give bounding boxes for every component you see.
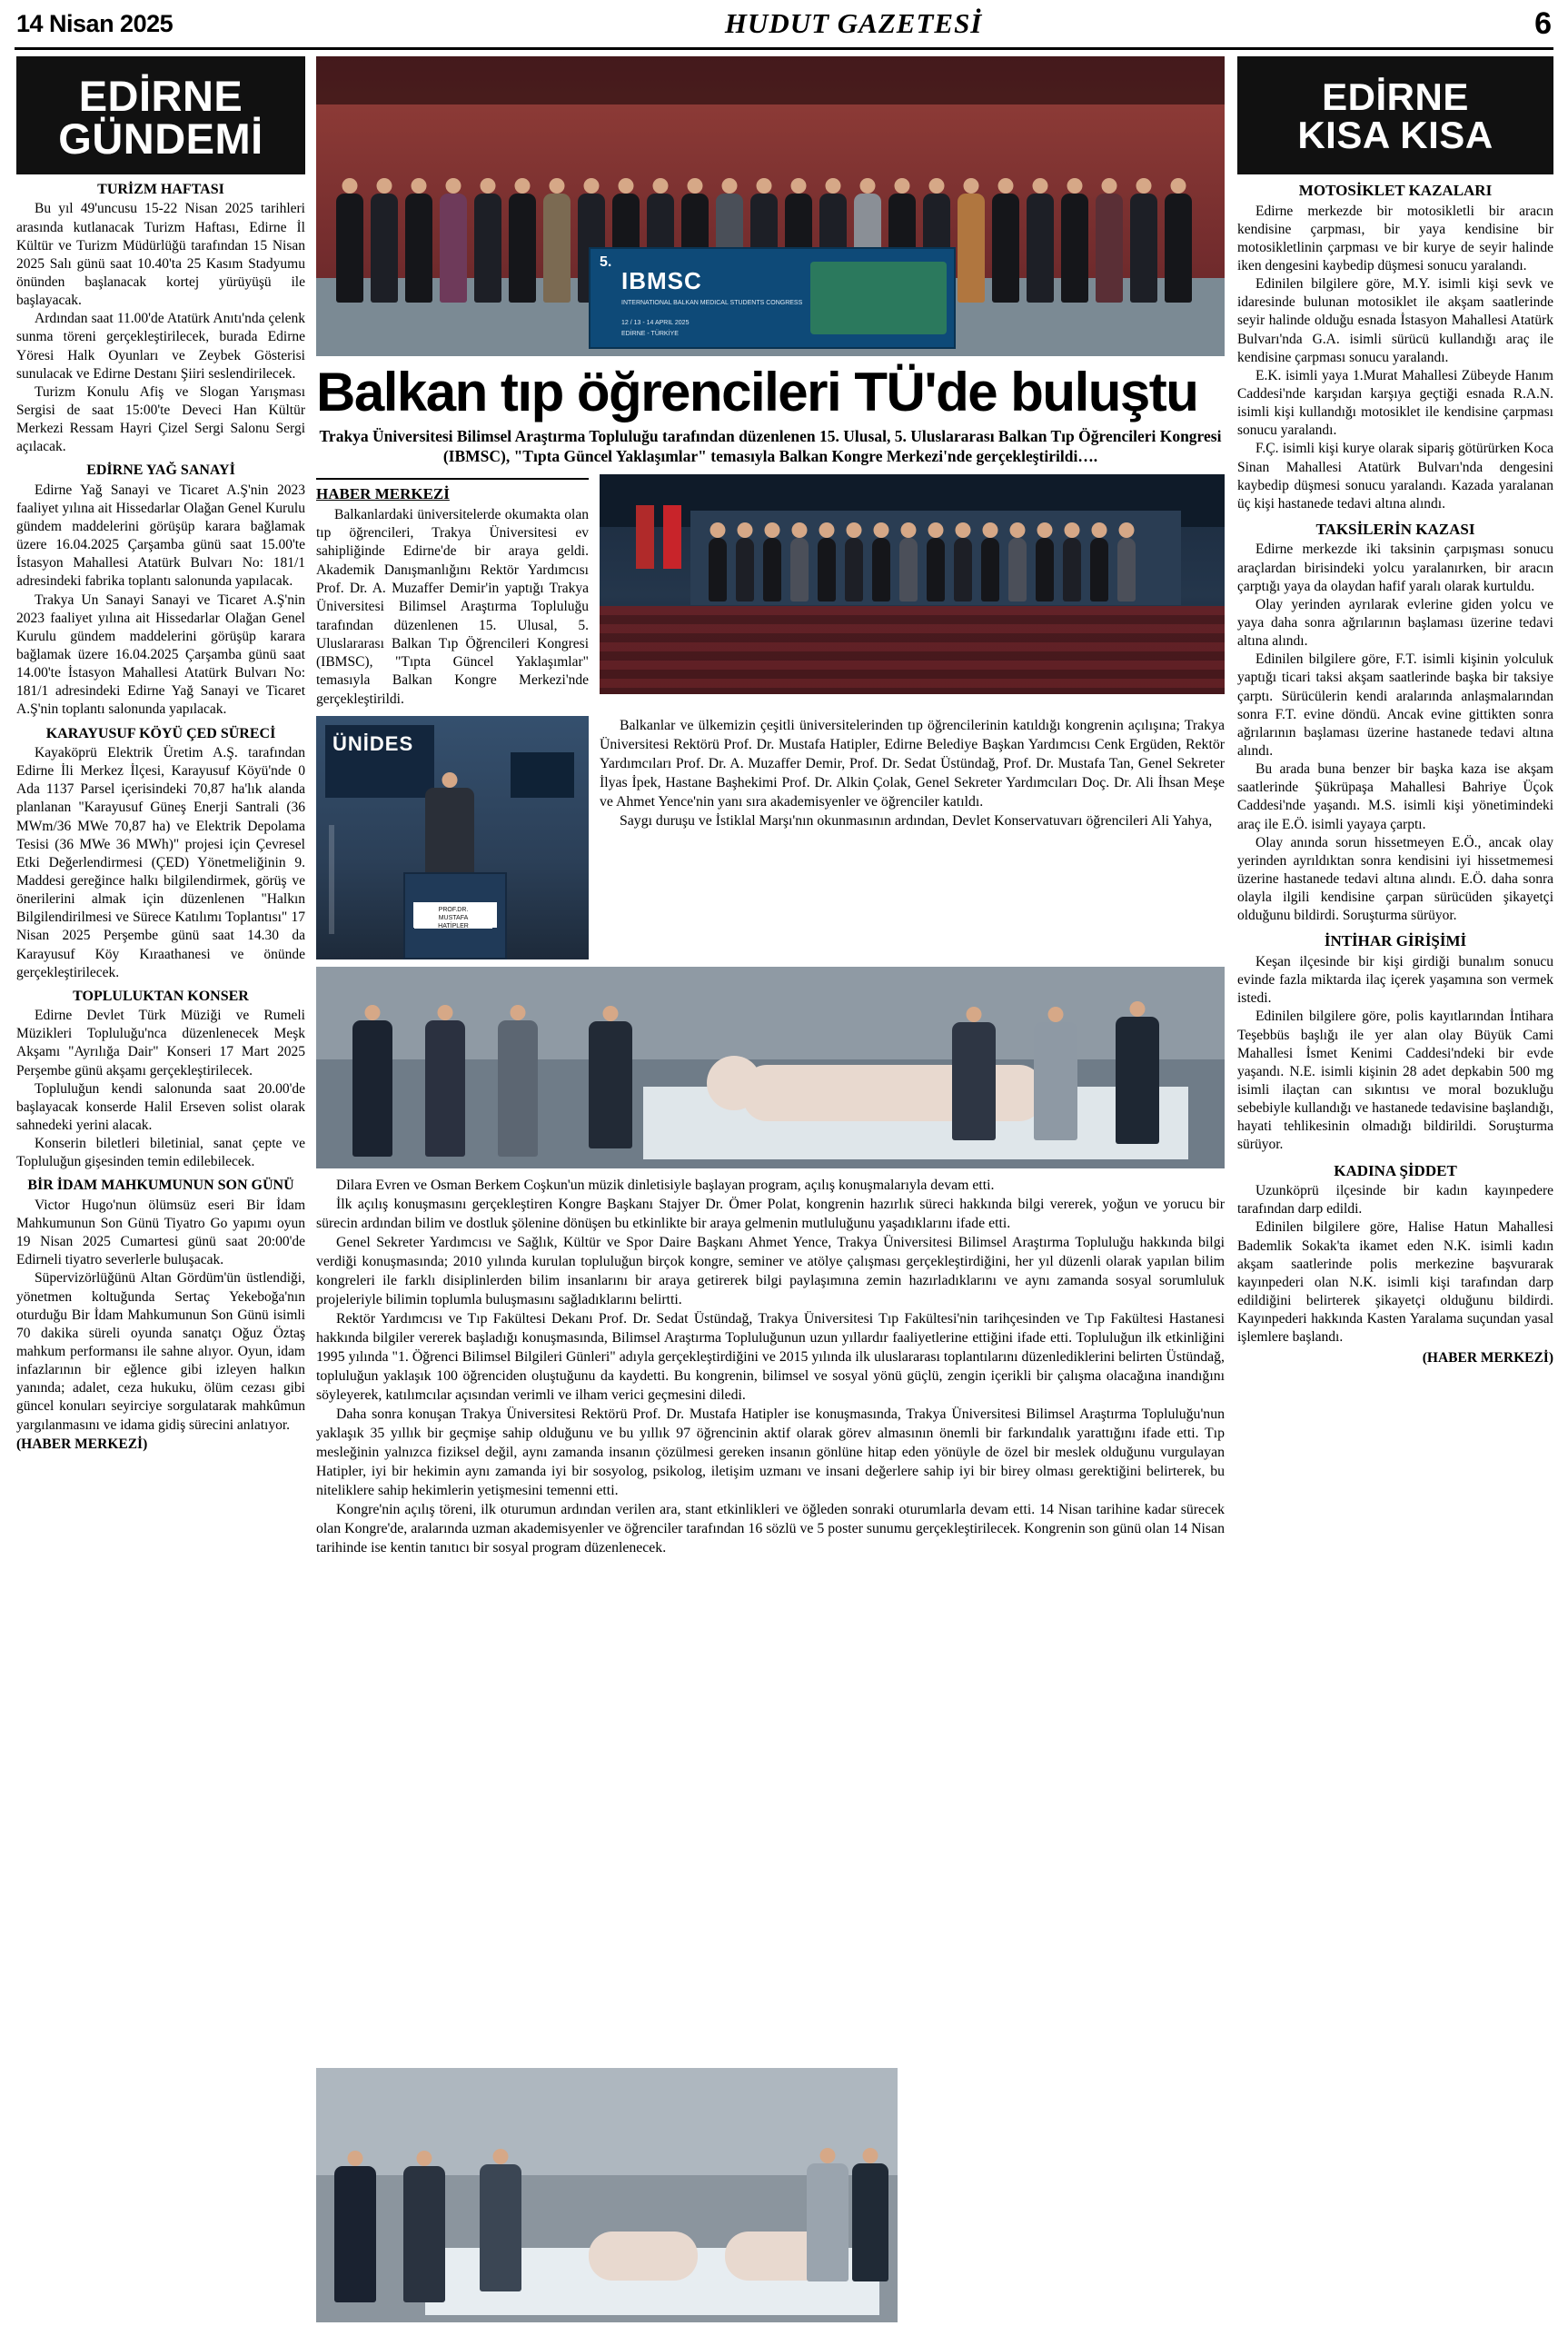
newspaper-title: HUDUT GAZETESİ <box>724 7 983 39</box>
paragraph: Bu arada buna benzer bir başka kaza ise akşam saatlerinde Şükrüpaşa Mahallesi Bahriye Üçok Caddesi'nde yaşandı. M.S. isimli kişi yönetimindeki araç ile E.Ö. isimli yayaya çarptı. <box>1237 761 1553 832</box>
right-column-header <box>1237 56 1553 174</box>
article-intro <box>316 506 589 709</box>
right-section-body <box>1237 1182 1553 1347</box>
secondary-photo-speaker: ÜNİDES PROF.DR. MUSTAFA HATİPLER <box>316 716 589 959</box>
byline-divider <box>316 478 589 480</box>
paragraph: Süpervizörlüğünü Altan Gördüm'ün üstlendiği, yönetmen koltuğunda Sertaç Yekeboğa'nın oturduğu Bir İdam Mahkumunun Son Günü isimli 70 dakika süreli oyunda sanatçı Oğuz Öztaş mahkum performansı ile sahne alıyor. Oyun, idam infazlarının bir eğlence gibi izleyen halkın yanında; adalet, ceza hukuku, ölüm cezası gibi güncel konuları seyirciye sorgulatarak mahkûmun yargılanmasını ve idama gidiş sürecini anlatıyor. <box>16 1270 305 1433</box>
paragraph: Saygı duruşu ve İstiklal Marşı'nın okunmasının ardından, Devlet Konservatuvarı öğrencileri Ali Yahya, <box>620 813 1213 830</box>
paragraph: E.K. isimli yaya 1.Murat Mahallesi Zübeyde Hanım Caddesi'nde karşıdan karşıya geçtiği esnada R.A.N. isimli kişi kullandığı motosiklet ile kendisine çarpması sonucu yaralandı. <box>1237 367 1553 439</box>
paragraph: Balkanlar ve ülkemizin çeşitli üniversitelerinden tıp öğrencilerinin katıldığı kongrenin açılışına; Trakya Üniversitesi Rektörü Prof. Dr. Mustafa Hatipler, Edirne Belediye Başkan Yardımcısı Cenk Ergüden, Rektör Yardımcıları Prof. Dr. A. Muzaffer Demir, Prof. Dr. Sedat Üstündağ, Prof. Dr. Mustafa Tan, Genel Sekreter İlyas İpek, Hastane Başhekimi Prof. Dr. Alkin Çolak, Genel Sekreter Yardımcıları Doç. Dr. Ali İhsan Meşe ve Ahmet Yence'nin yanı sıra akademisyenler ve öğrenciler katıldı. <box>600 718 1225 810</box>
article-headline: Balkan tıp öğrencileri TÜ'de buluştu <box>316 362 1198 422</box>
right-section-signature: (HABER MERKEZİ) <box>1422 1350 1553 1367</box>
paragraph: Konserin biletleri biletinial, sanat çepte ve Topluluğun gişesinden temin edilebilecek. <box>16 1136 305 1170</box>
left-section-body <box>16 200 305 456</box>
paragraph: Kayaköprü Elektrik Üretim A.Ş. tarafından Edirne İli Merkez İlçesi, Karayusuf Köyü'nde 0 Ada 1137 Parsel içerisindeki 70,87 ha'lık alanda planlanan "Karayusuf Güneş Enerji Santrali (36 MWm/36 MWe 70,87 ha) ve Elektrik Depolama Tesisi (36 MWe 36 MWh)" projesi için Çevresel Etki Değerlendirmesi (ÇED) Yönetmeliğinin 9. Maddesi gereğince halkı bilgilendirmek, görüş ve önerilerini almak için düzenlenen "Halkın Bilgilendirilmesi ve Sürece Katılımı Toplantısı" 17 Nisan 2025 Perşembe günü saat 14.30 da Karayusuf Köy Kıraathanesi ve önünde gerçekleştirilecek. <box>16 744 305 980</box>
masthead-divider <box>15 47 1553 50</box>
left-section-heading: EDİRNE YAĞ SANAYİ <box>86 462 235 479</box>
paragraph: Olay anında sorun hissetmeyen E.Ö., ancak olay yerinden ayrıldıktan sonra kendisini iyi hissetmemesi üzerine hastanede tedavi altına alındı. E.Ö. daha sonra olayla ilgili kendisine çarpan sürücüden şikayetçi olduğunu bildirdi. Soruşturma sürüyor. <box>1237 834 1553 924</box>
issue-date: 14 Nisan 2025 <box>16 9 174 37</box>
paragraph: Edinilen bilgilere göre, polis kayıtlarından İntihara Teşebbüs başlığı ile yer alan olay Büyük Cami Mahallesi İsmet Kenimi Caddesi'ndeki bir evde yaşandı. N.E. isimli kişinin 28 adet depkabin 500 mg isimli ilaçtan can sıkıntısı ve moral bozukluğu sebebiyle kullandığı ve hastanede tedavisine başlandığı, hayati tehlikesinin olmadığı bildirildi. Soruşturma sürüyor. <box>1237 1009 1553 1153</box>
left-section-body <box>16 744 305 982</box>
paragraph: Dilara Evren ve Osman Berkem Coşkun'un müzik dinletisiyle başlayan program, açılış konuşmalarıyla devam etti. <box>336 1178 995 1194</box>
right-section-body <box>1237 203 1553 513</box>
bottom-photo-workshop <box>316 2068 898 2322</box>
banner-place: EDİRNE - TÜRKİYE <box>621 331 679 337</box>
paragraph: Balkanlardaki üniversitelerde okumakta olan tıp öğrencileri, Trakya Üniversitesi ev sahipliğinde Edirne'de bir araya geldi. Akademik Danışmanlığını Rektör Yardımcısı Prof. Dr. A. Muzaffer Demir'in yaptığı Trakya Üniversitesi Bilimsel Araştırma Topluluğu tarafından düzenlenen 15. Ulusal, 5. Uluslararası Balkan Tıp Öğrencileri Kongresi (IBMSC), "Tıpta Güncel Yaklaşımlar" temasıyla Balkan Kongre Merkezi'nde gerçekleştirildi. <box>316 506 589 707</box>
lead-photo <box>316 56 1225 356</box>
paragraph: Bu yıl 49'uncusu 15-22 Nisan 2025 tarihleri arasında kutlanacak Turizm Haftası, Edirne İl Kültür ve Turizm Müdürlüğü tarafından 15 Nisan 2025 Salı günü saat 10.40'ta 25 Kasım Stadyumu önünden başlanacak kortej yürüyüşü ile başlayacak. <box>16 201 305 309</box>
paragraph: F.Ç. isimli kişi kurye olarak sipariş götürürken Koca Sinan Mahallesi Atatürk Bulvarı'nda dengesini kaybedip düşmesi sonucu yaralandı. Kazada yaralanan üç kişi hastanede tedavi altına alındı. <box>1237 441 1553 512</box>
right-section-body <box>1237 541 1553 925</box>
paragraph: Edinilen bilgilere göre, Halise Hatun Mahallesi Bademlik Sokak'ta ikamet eden N.K. isimli kadın akşam saatlerinde polis merkezine başvurarak kayınpederi olan N.K. isimli kişi tarafından darp edildiğini belirterek şikayetçi olduğunu bildirdi. Kayınpederi hakkında Kasten Yaralama suçundan yasal işlemlere başlandı. <box>1237 1219 1553 1346</box>
left-section-signature: (HABER MERKEZİ) <box>16 1436 148 1452</box>
banner-subtitle: INTERNATIONAL BALKAN MEDICAL STUDENTS CONGRESS <box>621 300 803 306</box>
article-body-wide <box>316 1176 1225 1557</box>
left-column <box>16 56 305 1453</box>
paragraph: Trakya Un Sanayi Sanayi ve Ticaret A.Ş'nin 2023 faaliyet yılına ait Hissedarlar Olağan Genel Kurulu gündem maddelerini görüşüp karara bağlamak üzere 16.04.2025 Çarşamba günü saat 14.00'te İstasyon Mahallesi Atatürk Bulvarı No: 181/1 adresindeki Edirne Yağ Sanayi ve Ticaret A.Ş'nin toplantı salonunda yapılacak. <box>16 591 305 718</box>
main-article <box>316 56 1225 1557</box>
paragraph: Daha sonra konuşan Trakya Üniversitesi Rektörü Prof. Dr. Mustafa Hatipler ise konuşmasında, Trakya Üniversitesi Bilimsel Araştırma Topluluğu'nun yaklaşık 35 yıllık bir geçmişe sahip olduğunu ve bu yıllık 97 öğrencinin aktif olarak görev almasının önemli bir farkındalık yarattığını ifade etti. Tıp mesleğinin yalnızca fiziksel değil, aynı zamanda insanın çözülmesi gereken insanın gönlüne hitap eden yönüyle de özel bir meslek olduğunu vurgulayan Hatipler, iyi bir hekimin aynı zamanda iyi bir sosyolog, psikolog, iletişim uzmanı ve insani değerlere sahip iyi bir birey olması gerektiğini belirterek, bu niteliklere sahip hekimlerin yetişmesini temenni etti. <box>316 1407 1225 1499</box>
paragraph: Edirne Devlet Türk Müziği ve Rumeli Müzikleri Topluluğu'nca düzenlenecek Meşk Akşamı "Ayrılığa Dair" Konseri 17 Mart 2025 Perşembe günü akşamı gerçekleştirilecek. <box>16 1008 305 1079</box>
paragraph: Ardından saat 11.00'de Atatürk Anıtı'nda çelenk sunma töreni gerçekleştirilecek, burada Edirne Yöresi Halk Oyunları ve Zeybek Gösterisi sunulacak ve Edirne Destanı Şiiri seslendirilecek. <box>16 311 305 382</box>
banner-title: IBMSC <box>621 267 702 294</box>
paragraph: Edirne Yağ Sanayi ve Ticaret A.Ş'nin 2023 faaliyet yılına ait Hissedarlar Olağan Genel Kurulu gündem maddelerini görüşüp karara bağlamak üzere 16.04.2025 Çarşamba günü saat 15.00'te İstasyon Mahallesi Atatürk Bulvarı No: 181/1 adresindeki fabrika toplantı salonunda yapılacak. <box>16 482 305 590</box>
paragraph: Edirne merkezde iki taksinin çarpışması sonucu araçlardan birisindeki yolcu yaralanırken, bir aracın çarptığı yaya da olaydan hafif yaralı olarak kurtuldu. <box>1237 542 1553 594</box>
banner-edition: 5. <box>600 254 612 270</box>
right-header-line1: EDİRNE <box>1322 75 1469 118</box>
secondary-photo-cpr <box>316 967 1225 1168</box>
paragraph: Keşan ilçesinde bir kişi girdiği bunalım sonucu evinde fazla miktarda ilaç içerek yaşamına son vermek istedi. <box>1237 953 1553 1007</box>
left-section-body <box>16 1197 305 1435</box>
paragraph: Edinilen bilgilere göre, M.Y. isimli kişi sevk ve idaresinde bulunan motosiklet ile akşam saatlerinde seyir halinde olduğu esnada İstasyon Mahallesi Atatürk Bulvarı'nda G.A. isimli sürücü kullandığı araç ile kendisine çarpması sonucu yaralandı. <box>1237 276 1553 365</box>
left-header-line2: GÜNDEMİ <box>58 114 263 163</box>
left-section-body <box>16 482 305 720</box>
banner-map-graphic <box>810 262 947 334</box>
paragraph: Olay yerinden ayrılarak evlerine giden yolcu ve yaya daha sonra ağrılarının başlaması üzerine tedavi altına alındı. <box>1237 596 1553 650</box>
left-section-heading: KARAYUSUF KÖYÜ ÇED SÜRECİ <box>45 725 276 741</box>
right-section-heading: KADINA ŞİDDET <box>1334 1161 1457 1179</box>
article-body-upper <box>600 716 1225 830</box>
left-section-body <box>16 1007 305 1171</box>
right-column <box>1237 56 1553 1367</box>
right-section-heading: MOTOSİKLET KAZALARI <box>1298 182 1493 199</box>
left-section-heading: TURİZM HAFTASI <box>97 182 224 197</box>
article-byline: HABER MERKEZİ <box>316 484 450 502</box>
right-section-body <box>1237 953 1553 1155</box>
paragraph: Turizm Konulu Afiş ve Slogan Yarışması Sergisi de saat 15:00'te Deveci Han Kültür Merkezi Ressam Hayri Çizel Sergi Salonu Sergi açılacak. <box>16 383 305 455</box>
paragraph: Victor Hugo'nun ölümsüz eseri Bir İdam Mahkumunun Son Günü Tiyatro Go yapımı oyun 19 Nisan 2025 Cumartesi günü saat 20:00'de Edirneli tiyatro severlerle buluşacak. <box>16 1197 305 1268</box>
left-column-header <box>16 56 305 174</box>
lead-photo-scene <box>316 56 1225 356</box>
paragraph: Edirne merkezde bir motosikletli bir aracın kendisine çarpması, bir yaya kendisine bir motosikletlinin çarpması ve bir kurye de seyir halinde iken dengesini kaybedip düşmesi sonucu yaralandı. <box>1237 203 1553 273</box>
paragraph: Rektör Yardımcısı ve Tıp Fakültesi Dekanı Prof. Dr. Sedat Üstündağ, Trakya Üniversitesi Tıp Fakültesi'nin tarihçesinden ve Tıp Fakültesi Hastanesi hakkında bilgiler vererek başladığı konuşmasında, Bilimsel Araştırma Topluluğunun uzun yıllardır faaliyetlerine ettiğini ifade etti. Topluluğun ilk etkinliğini 1995 yılında "1. Öğrenci Bilimsel Bilgileri Günleri" adıyla gerçekleştirdiğini ve 2015 yılında ilk uluslararası toplantılarını düzenlediklerini belirten Üstündağ, topluluğun yaklaşık 100 öğrenciden oluştuğunu da kaydetti. Bu kongrenin, bilimsel ve sosyal yönü güçlü, zengin içerikli bir çalışma olacağına inandığını söyleyerek, katılımcılar açısından verimli ve ilham verici geçmesini diledi. <box>316 1311 1225 1404</box>
paragraph: Topluluğun kendi salonunda saat 20.00'de başlayacak konserde Halil Erseven solist olarak sahnedeki yerini alacak. <box>16 1080 305 1134</box>
page-number: 6 <box>1534 5 1552 41</box>
paragraph: Kongre'nin açılış töreni, ilk oturumun ardından verilen ara, stant etkinlikleri ve öğleden sonraki oturumlarla devam etti. 14 Nisan tarihine kadar sürecek olan Kongre'de, aralarında uzman akademisyenler ve öğrenciler tarafından 16 sözlü ve 5 poster sunumu gerçekleştirilecek. Kongrenin son günü olan 14 Nisan tarihinde ise kentin tanıtıcı bir sosyal program düzenlenecek. <box>316 1502 1225 1556</box>
paragraph: Edinilen bilgilere göre, F.T. isimli kişinin yolculuk yaptığı ticari taksi akşam saatlerinde başka bir taksiye çarptı. Sürücülerin kendi aralarında anlaşmalarından sonra F.T. evine döndü. Ancak evine gittikten sonra ağrılarının başlaması üzerine hastanede tedavi altına alındı. <box>1237 651 1553 760</box>
secondary-photo-audience <box>600 474 1225 694</box>
banner-date: 12 / 13 - 14 APRIL 2025 <box>621 320 690 326</box>
left-section-heading: TOPLULUKTAN KONSER <box>73 988 249 1004</box>
right-section-heading: İNTİHAR GİRİŞİMİ <box>1324 932 1467 950</box>
right-section-heading: TAKSİLERİN KAZASI <box>1315 520 1475 538</box>
paragraph: İlk açılış konuşmasını gerçekleştiren Kongre Başkanı Stajyer Dr. Ömer Polat, kongrenin hazırlık süreci hakkında bilgi vererek, yoğun ve yorucu bir sürecin ardından bilim ve dostluk şölenine dönüşen bu etkinlikte bir araya gelmenin mutluluğunu yaşadıklarını ifade etti. <box>316 1197 1225 1232</box>
left-section-heading: BİR İDAM MAHKUMUNUN SON GÜNÜ <box>27 1178 294 1194</box>
right-header-line2: KISA KISA <box>1297 114 1494 156</box>
paragraph: Uzunköprü ilçesinde bir kadın kayınpedere tarafından darp edildi. <box>1237 1183 1553 1218</box>
article-deck: Trakya Üniversitesi Bilimsel Araştırma Topluluğu tarafından düzenlenen 15. Ulusal, 5. Uluslararası Balkan Tıp Öğrencileri Kongresi (IBMSC), "Tıpta Güncel Yaklaşımlar" temasıyla Balkan Kongre Merkezi'nde gerçekleştirildi…. <box>319 427 1222 466</box>
masthead <box>0 0 1568 47</box>
left-header-line1: EDİRNE <box>78 72 243 120</box>
paragraph: Genel Sekreter Yardımcısı ve Sağlık, Kültür ve Spor Daire Başkanı Ahmet Yence, Trakya Üniversitesi Bilimsel Araştırma Topluluğu hakkında bilgi verdiği konuşmasında; 2010 yılında kurulan topluluğun birçok kongre, seminer ve atölye çalışması gerçekleştirdiğini, her yıl düzenli olarak yapılan bilim kongreleri ile farklı disiplinlerden bilim insanlarını bir araya getirerek bilgi paylaşımına zemin hazırladıklarını ve aynı zamanda sosyal sorumluluk projeleriyle bilimin toplumla buluşmasını sağladıklarını belirtti. <box>316 1235 1225 1308</box>
